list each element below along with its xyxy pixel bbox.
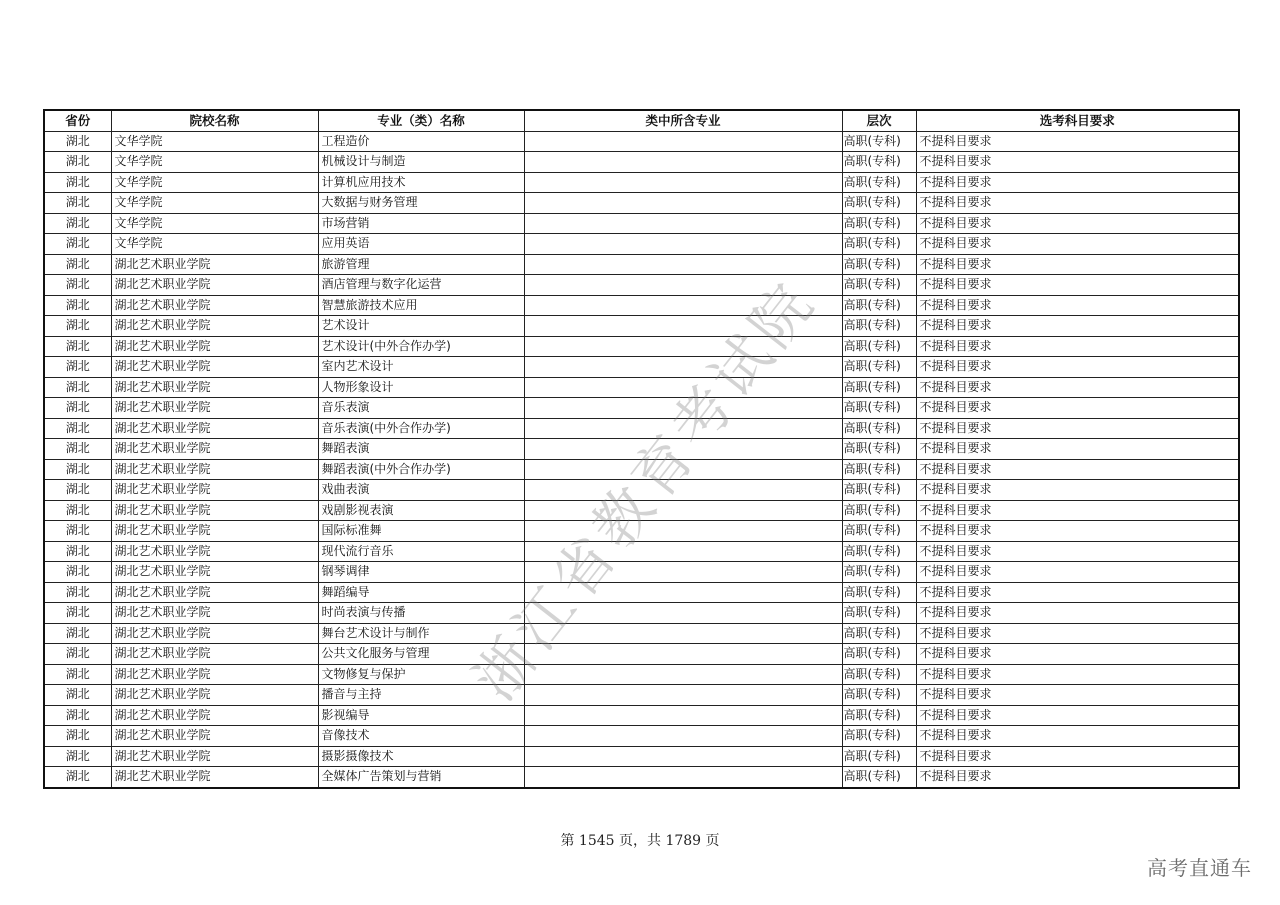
cell-school-name: 湖北艺术职业学院 — [111, 418, 318, 439]
cell-school-name: 湖北艺术职业学院 — [111, 500, 318, 521]
page-number: 第 1545 页，共 1789 页 — [560, 833, 720, 849]
table-row — [44, 705, 1239, 726]
cell-subject-requirement: 不提科目要求 — [916, 459, 1239, 480]
cell-school-name: 文华学院 — [111, 213, 318, 234]
cell-subject-requirement: 不提科目要求 — [916, 705, 1239, 726]
cell-school-name: 文华学院 — [111, 172, 318, 193]
cell-subject-requirement: 不提科目要求 — [916, 480, 1239, 501]
cell-province: 湖北 — [44, 152, 111, 173]
table-row — [44, 644, 1239, 665]
table-row — [44, 275, 1239, 296]
cell-major-name: 旅游管理 — [318, 254, 524, 275]
cell-province: 湖北 — [44, 664, 111, 685]
cell-major-name: 舞台艺术设计与制作 — [318, 623, 524, 644]
cell-included-majors — [524, 705, 842, 726]
cell-included-majors — [524, 767, 842, 788]
cell-province: 湖北 — [44, 254, 111, 275]
table-row — [44, 582, 1239, 603]
cell-level: 高职(专科) — [842, 767, 916, 788]
cell-subject-requirement: 不提科目要求 — [916, 275, 1239, 296]
cell-included-majors — [524, 685, 842, 706]
cell-subject-requirement: 不提科目要求 — [916, 172, 1239, 193]
cell-province: 湖北 — [44, 685, 111, 706]
cell-school-name: 湖北艺术职业学院 — [111, 582, 318, 603]
cell-included-majors — [524, 746, 842, 767]
cell-province: 湖北 — [44, 275, 111, 296]
table-row — [44, 664, 1239, 685]
table-row — [44, 234, 1239, 255]
cell-major-name: 舞蹈编导 — [318, 582, 524, 603]
cell-subject-requirement: 不提科目要求 — [916, 152, 1239, 173]
cell-subject-requirement: 不提科目要求 — [916, 336, 1239, 357]
cell-level: 高职(专科) — [842, 746, 916, 767]
table-row — [44, 398, 1239, 419]
cell-province: 湖北 — [44, 541, 111, 562]
header-province: 省份 — [44, 110, 111, 131]
table-row — [44, 193, 1239, 214]
table-row — [44, 172, 1239, 193]
cell-subject-requirement: 不提科目要求 — [916, 521, 1239, 542]
cell-subject-requirement: 不提科目要求 — [916, 685, 1239, 706]
cell-school-name: 湖北艺术职业学院 — [111, 254, 318, 275]
cell-included-majors — [524, 603, 842, 624]
header-level: 层次 — [842, 110, 916, 131]
table-row — [44, 685, 1239, 706]
cell-level: 高职(专科) — [842, 562, 916, 583]
cell-level: 高职(专科) — [842, 316, 916, 337]
cell-major-name: 播音与主持 — [318, 685, 524, 706]
cell-major-name: 工程造价 — [318, 131, 524, 152]
cell-school-name: 湖北艺术职业学院 — [111, 398, 318, 419]
cell-level: 高职(专科) — [842, 521, 916, 542]
cell-level: 高职(专科) — [842, 480, 916, 501]
cell-major-name: 音乐表演 — [318, 398, 524, 419]
cell-province: 湖北 — [44, 500, 111, 521]
cell-major-name: 计算机应用技术 — [318, 172, 524, 193]
header-row — [44, 110, 1239, 131]
cell-level: 高职(专科) — [842, 582, 916, 603]
cell-province: 湖北 — [44, 336, 111, 357]
cell-major-name: 大数据与财务管理 — [318, 193, 524, 214]
cell-included-majors — [524, 193, 842, 214]
cell-province: 湖北 — [44, 459, 111, 480]
cell-school-name: 湖北艺术职业学院 — [111, 295, 318, 316]
cell-province: 湖北 — [44, 398, 111, 419]
cell-school-name: 湖北艺术职业学院 — [111, 541, 318, 562]
cell-school-name: 湖北艺术职业学院 — [111, 439, 318, 460]
cell-level: 高职(专科) — [842, 685, 916, 706]
cell-level: 高职(专科) — [842, 172, 916, 193]
cell-subject-requirement: 不提科目要求 — [916, 562, 1239, 583]
cell-school-name: 湖北艺术职业学院 — [111, 275, 318, 296]
table-row — [44, 152, 1239, 173]
cell-province: 湖北 — [44, 131, 111, 152]
cell-major-name: 钢琴调律 — [318, 562, 524, 583]
cell-province: 湖北 — [44, 418, 111, 439]
cell-subject-requirement: 不提科目要求 — [916, 746, 1239, 767]
cell-level: 高职(专科) — [842, 377, 916, 398]
cell-school-name: 湖北艺术职业学院 — [111, 336, 318, 357]
cell-level: 高职(专科) — [842, 541, 916, 562]
cell-major-name: 室内艺术设计 — [318, 357, 524, 378]
header-subject-requirement: 选考科目要求 — [916, 110, 1239, 131]
cell-level: 高职(专科) — [842, 193, 916, 214]
table-row — [44, 562, 1239, 583]
cell-school-name: 文华学院 — [111, 234, 318, 255]
table-body — [44, 131, 1239, 788]
table-row — [44, 459, 1239, 480]
cell-school-name: 文华学院 — [111, 193, 318, 214]
cell-school-name: 湖北艺术职业学院 — [111, 623, 318, 644]
cell-province: 湖北 — [44, 644, 111, 665]
cell-province: 湖北 — [44, 582, 111, 603]
cell-included-majors — [524, 357, 842, 378]
cell-major-name: 舞蹈表演 — [318, 439, 524, 460]
cell-included-majors — [524, 316, 842, 337]
table-row — [44, 213, 1239, 234]
cell-included-majors — [524, 131, 842, 152]
cell-level: 高职(专科) — [842, 254, 916, 275]
cell-included-majors — [524, 562, 842, 583]
cell-province: 湖北 — [44, 172, 111, 193]
cell-major-name: 影视编导 — [318, 705, 524, 726]
cell-province: 湖北 — [44, 316, 111, 337]
cell-school-name: 湖北艺术职业学院 — [111, 705, 318, 726]
brand-logo-text: 高考直通车 — [1147, 856, 1252, 880]
table-row — [44, 541, 1239, 562]
cell-subject-requirement: 不提科目要求 — [916, 295, 1239, 316]
table-row — [44, 418, 1239, 439]
cell-school-name: 文华学院 — [111, 152, 318, 173]
cell-school-name: 湖北艺术职业学院 — [111, 357, 318, 378]
cell-level: 高职(专科) — [842, 603, 916, 624]
cell-subject-requirement: 不提科目要求 — [916, 644, 1239, 665]
cell-included-majors — [524, 398, 842, 419]
cell-included-majors — [524, 541, 842, 562]
header-major-name: 专业（类）名称 — [318, 110, 524, 131]
cell-included-majors — [524, 644, 842, 665]
cell-subject-requirement: 不提科目要求 — [916, 213, 1239, 234]
cell-major-name: 酒店管理与数字化运营 — [318, 275, 524, 296]
cell-included-majors — [524, 521, 842, 542]
cell-level: 高职(专科) — [842, 234, 916, 255]
cell-level: 高职(专科) — [842, 439, 916, 460]
cell-major-name: 智慧旅游技术应用 — [318, 295, 524, 316]
cell-major-name: 戏曲表演 — [318, 480, 524, 501]
cell-major-name: 戏剧影视表演 — [318, 500, 524, 521]
cell-major-name: 文物修复与保护 — [318, 664, 524, 685]
cell-major-name: 音像技术 — [318, 726, 524, 747]
cell-subject-requirement: 不提科目要求 — [916, 357, 1239, 378]
table-row — [44, 480, 1239, 501]
table-row — [44, 726, 1239, 747]
cell-level: 高职(专科) — [842, 275, 916, 296]
cell-included-majors — [524, 234, 842, 255]
cell-province: 湖北 — [44, 521, 111, 542]
table-row — [44, 377, 1239, 398]
cell-major-name: 应用英语 — [318, 234, 524, 255]
cell-included-majors — [524, 336, 842, 357]
cell-province: 湖北 — [44, 377, 111, 398]
cell-included-majors — [524, 664, 842, 685]
cell-subject-requirement: 不提科目要求 — [916, 582, 1239, 603]
cell-major-name: 舞蹈表演(中外合作办学) — [318, 459, 524, 480]
cell-school-name: 湖北艺术职业学院 — [111, 562, 318, 583]
cell-level: 高职(专科) — [842, 418, 916, 439]
cell-school-name: 湖北艺术职业学院 — [111, 767, 318, 788]
cell-included-majors — [524, 172, 842, 193]
cell-subject-requirement: 不提科目要求 — [916, 193, 1239, 214]
watermark-text: 浙江省教育考试院 — [460, 267, 830, 713]
cell-included-majors — [524, 213, 842, 234]
cell-included-majors — [524, 500, 842, 521]
cell-province: 湖北 — [44, 705, 111, 726]
table-row — [44, 746, 1239, 767]
cell-level: 高职(专科) — [842, 295, 916, 316]
cell-province: 湖北 — [44, 603, 111, 624]
table-row — [44, 316, 1239, 337]
cell-level: 高职(专科) — [842, 336, 916, 357]
cell-school-name: 湖北艺术职业学院 — [111, 726, 318, 747]
table-row — [44, 336, 1239, 357]
cell-province: 湖北 — [44, 295, 111, 316]
cell-school-name: 湖北艺术职业学院 — [111, 316, 318, 337]
cell-included-majors — [524, 254, 842, 275]
cell-subject-requirement: 不提科目要求 — [916, 131, 1239, 152]
cell-major-name: 公共文化服务与管理 — [318, 644, 524, 665]
cell-subject-requirement: 不提科目要求 — [916, 377, 1239, 398]
cell-subject-requirement: 不提科目要求 — [916, 418, 1239, 439]
table-row — [44, 603, 1239, 624]
table-row — [44, 767, 1239, 788]
cell-province: 湖北 — [44, 562, 111, 583]
cell-major-name: 市场营销 — [318, 213, 524, 234]
table-row — [44, 623, 1239, 644]
cell-province: 湖北 — [44, 623, 111, 644]
cell-province: 湖北 — [44, 746, 111, 767]
cell-included-majors — [524, 377, 842, 398]
cell-province: 湖北 — [44, 480, 111, 501]
header-school-name: 院校名称 — [111, 110, 318, 131]
cell-major-name: 摄影摄像技术 — [318, 746, 524, 767]
cell-level: 高职(专科) — [842, 500, 916, 521]
cell-subject-requirement: 不提科目要求 — [916, 316, 1239, 337]
cell-subject-requirement: 不提科目要求 — [916, 541, 1239, 562]
cell-included-majors — [524, 459, 842, 480]
cell-subject-requirement: 不提科目要求 — [916, 603, 1239, 624]
cell-included-majors — [524, 295, 842, 316]
cell-school-name: 湖北艺术职业学院 — [111, 746, 318, 767]
cell-school-name: 湖北艺术职业学院 — [111, 459, 318, 480]
cell-level: 高职(专科) — [842, 644, 916, 665]
cell-school-name: 湖北艺术职业学院 — [111, 521, 318, 542]
cell-province: 湖北 — [44, 439, 111, 460]
cell-level: 高职(专科) — [842, 623, 916, 644]
cell-major-name: 机械设计与制造 — [318, 152, 524, 173]
cell-level: 高职(专科) — [842, 664, 916, 685]
cell-subject-requirement: 不提科目要求 — [916, 254, 1239, 275]
cell-province: 湖北 — [44, 234, 111, 255]
table-row — [44, 254, 1239, 275]
table-row — [44, 357, 1239, 378]
cell-major-name: 艺术设计(中外合作办学) — [318, 336, 524, 357]
cell-level: 高职(专科) — [842, 459, 916, 480]
cell-major-name: 艺术设计 — [318, 316, 524, 337]
cell-school-name: 湖北艺术职业学院 — [111, 377, 318, 398]
cell-subject-requirement: 不提科目要求 — [916, 767, 1239, 788]
cell-province: 湖北 — [44, 193, 111, 214]
cell-level: 高职(专科) — [842, 357, 916, 378]
cell-major-name: 时尚表演与传播 — [318, 603, 524, 624]
cell-included-majors — [524, 726, 842, 747]
cell-major-name: 音乐表演(中外合作办学) — [318, 418, 524, 439]
cell-subject-requirement: 不提科目要求 — [916, 234, 1239, 255]
cell-included-majors — [524, 152, 842, 173]
cell-included-majors — [524, 480, 842, 501]
cell-included-majors — [524, 582, 842, 603]
admissions-table — [43, 109, 1240, 789]
cell-included-majors — [524, 623, 842, 644]
cell-included-majors — [524, 275, 842, 296]
header-included-majors: 类中所含专业 — [524, 110, 842, 131]
cell-level: 高职(专科) — [842, 726, 916, 747]
cell-subject-requirement: 不提科目要求 — [916, 398, 1239, 419]
cell-level: 高职(专科) — [842, 152, 916, 173]
cell-included-majors — [524, 418, 842, 439]
cell-level: 高职(专科) — [842, 213, 916, 234]
table-row — [44, 131, 1239, 152]
cell-school-name: 湖北艺术职业学院 — [111, 685, 318, 706]
cell-subject-requirement: 不提科目要求 — [916, 623, 1239, 644]
table-row — [44, 295, 1239, 316]
cell-province: 湖北 — [44, 726, 111, 747]
cell-major-name: 现代流行音乐 — [318, 541, 524, 562]
cell-province: 湖北 — [44, 357, 111, 378]
table-row — [44, 439, 1239, 460]
cell-major-name: 人物形象设计 — [318, 377, 524, 398]
cell-level: 高职(专科) — [842, 131, 916, 152]
cell-subject-requirement: 不提科目要求 — [916, 439, 1239, 460]
cell-school-name: 湖北艺术职业学院 — [111, 644, 318, 665]
table-row — [44, 521, 1239, 542]
cell-province: 湖北 — [44, 767, 111, 788]
cell-school-name: 文华学院 — [111, 131, 318, 152]
cell-major-name: 全媒体广告策划与营销 — [318, 767, 524, 788]
cell-school-name: 湖北艺术职业学院 — [111, 664, 318, 685]
cell-major-name: 国际标准舞 — [318, 521, 524, 542]
cell-subject-requirement: 不提科目要求 — [916, 500, 1239, 521]
table-row — [44, 500, 1239, 521]
table-header — [44, 110, 1239, 131]
cell-level: 高职(专科) — [842, 705, 916, 726]
cell-school-name: 湖北艺术职业学院 — [111, 480, 318, 501]
cell-level: 高职(专科) — [842, 398, 916, 419]
cell-subject-requirement: 不提科目要求 — [916, 726, 1239, 747]
cell-province: 湖北 — [44, 213, 111, 234]
cell-school-name: 湖北艺术职业学院 — [111, 603, 318, 624]
cell-included-majors — [524, 439, 842, 460]
cell-subject-requirement: 不提科目要求 — [916, 664, 1239, 685]
